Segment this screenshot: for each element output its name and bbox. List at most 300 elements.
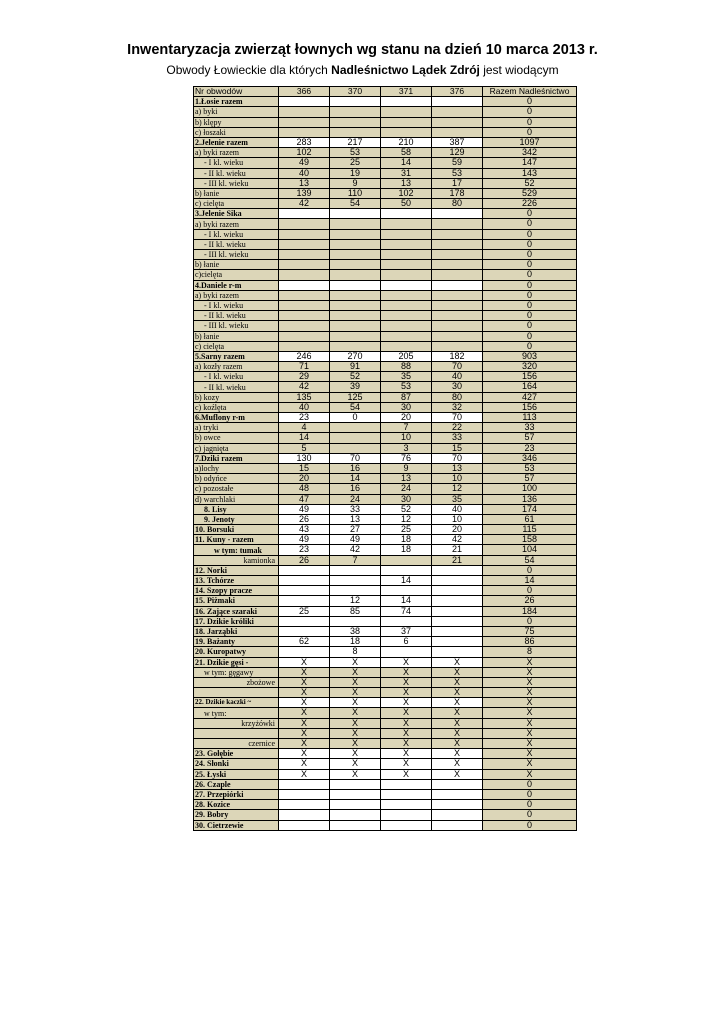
cell-district-376: 30 xyxy=(432,382,483,392)
table-row xyxy=(194,382,577,392)
cell-total: 0 xyxy=(483,127,577,137)
row-label: - I kl. wieku xyxy=(194,372,279,382)
cell-district-371 xyxy=(381,209,432,219)
table-row xyxy=(194,606,577,616)
cell-district-370 xyxy=(330,280,381,290)
cell-district-370 xyxy=(330,107,381,117)
row-label: 9. Jenoty xyxy=(194,514,279,524)
cell-district-376: 80 xyxy=(432,199,483,209)
row-label: a) byki xyxy=(194,107,279,117)
cell-district-376 xyxy=(432,229,483,239)
cell-district-371: 74 xyxy=(381,606,432,616)
cell-district-376 xyxy=(432,810,483,820)
cell-district-366 xyxy=(279,576,330,586)
cell-district-376 xyxy=(432,626,483,636)
row-label: 28. Kozice xyxy=(194,800,279,810)
cell-district-370: X xyxy=(330,677,381,687)
row-label: 29. Bobry xyxy=(194,810,279,820)
row-label: w tym: xyxy=(194,708,279,718)
cell-district-376: 17 xyxy=(432,178,483,188)
row-label: - I kl. wieku xyxy=(194,229,279,239)
cell-district-370: 33 xyxy=(330,504,381,514)
table-row xyxy=(194,586,577,596)
cell-district-376 xyxy=(432,250,483,260)
cell-district-371: X xyxy=(381,677,432,687)
row-label: - II kl. wieku xyxy=(194,382,279,392)
cell-total: 320 xyxy=(483,362,577,372)
cell-total: 75 xyxy=(483,626,577,636)
cell-district-376: X xyxy=(432,677,483,687)
cell-total: 57 xyxy=(483,474,577,484)
cell-district-366 xyxy=(279,779,330,789)
row-label: krzyżówki xyxy=(194,718,279,728)
row-label: c) pozostałe xyxy=(194,484,279,494)
cell-district-370: 38 xyxy=(330,626,381,636)
cell-district-376: 59 xyxy=(432,158,483,168)
cell-district-366 xyxy=(279,250,330,260)
cell-district-366 xyxy=(279,800,330,810)
cell-district-366: X xyxy=(279,657,330,667)
row-label: a) byki razem xyxy=(194,148,279,158)
cell-district-370: 8 xyxy=(330,647,381,657)
cell-total: X xyxy=(483,759,577,769)
row-label: b) łanie xyxy=(194,188,279,198)
cell-district-371: 102 xyxy=(381,188,432,198)
cell-district-370 xyxy=(330,229,381,239)
cell-district-376 xyxy=(432,331,483,341)
cell-district-376: 15 xyxy=(432,443,483,453)
cell-district-370: 85 xyxy=(330,606,381,616)
cell-district-370: 12 xyxy=(330,596,381,606)
cell-district-371 xyxy=(381,239,432,249)
cell-district-366 xyxy=(279,789,330,799)
row-label: czernice xyxy=(194,739,279,749)
cell-total: X xyxy=(483,688,577,698)
table-row xyxy=(194,219,577,229)
cell-district-366: 42 xyxy=(279,382,330,392)
cell-total: X xyxy=(483,657,577,667)
cell-district-366: 26 xyxy=(279,555,330,565)
cell-district-366: X xyxy=(279,708,330,718)
table-row xyxy=(194,820,577,830)
table-row xyxy=(194,525,577,535)
row-label: b) łanie xyxy=(194,260,279,270)
cell-total: 346 xyxy=(483,453,577,463)
cell-total: X xyxy=(483,698,577,708)
cell-district-376 xyxy=(432,789,483,799)
table-row xyxy=(194,178,577,188)
cell-district-366: 23 xyxy=(279,545,330,555)
cell-district-366 xyxy=(279,626,330,636)
cell-district-370 xyxy=(330,331,381,341)
cell-total: 0 xyxy=(483,290,577,300)
cell-district-370: 19 xyxy=(330,168,381,178)
cell-district-370: X xyxy=(330,688,381,698)
row-label: - II kl. wieku xyxy=(194,168,279,178)
cell-district-366: 40 xyxy=(279,168,330,178)
table-row xyxy=(194,290,577,300)
cell-district-371: 52 xyxy=(381,504,432,514)
cell-district-376: X xyxy=(432,667,483,677)
row-label: a) tryki xyxy=(194,423,279,433)
subtitle-forest-district: Nadleśnictwo Lądek Zdrój xyxy=(331,63,480,77)
cell-district-366: X xyxy=(279,667,330,677)
cell-district-376 xyxy=(432,341,483,351)
cell-district-371: 18 xyxy=(381,535,432,545)
row-label: a) byki razem xyxy=(194,290,279,300)
table-row xyxy=(194,769,577,779)
row-label: - I kl. wieku xyxy=(194,300,279,310)
cell-district-376: 129 xyxy=(432,148,483,158)
cell-district-370: 39 xyxy=(330,382,381,392)
cell-district-371: X xyxy=(381,759,432,769)
cell-district-366: 40 xyxy=(279,402,330,412)
cell-district-371: X xyxy=(381,739,432,749)
cell-total: 0 xyxy=(483,789,577,799)
cell-district-366: 25 xyxy=(279,606,330,616)
cell-district-371: 76 xyxy=(381,453,432,463)
row-label: 5.Sarny razem xyxy=(194,351,279,361)
cell-district-376: 21 xyxy=(432,555,483,565)
cell-district-366 xyxy=(279,280,330,290)
cell-district-371 xyxy=(381,779,432,789)
cell-district-371 xyxy=(381,565,432,575)
cell-district-366 xyxy=(279,311,330,321)
cell-district-376: 70 xyxy=(432,453,483,463)
cell-district-366 xyxy=(279,229,330,239)
cell-district-370 xyxy=(330,820,381,830)
cell-district-366 xyxy=(279,117,330,127)
cell-district-370: 42 xyxy=(330,545,381,555)
cell-district-376: 12 xyxy=(432,484,483,494)
cell-district-370 xyxy=(330,300,381,310)
table-row xyxy=(194,657,577,667)
cell-total: 0 xyxy=(483,107,577,117)
cell-total: 115 xyxy=(483,525,577,535)
cell-district-370: X xyxy=(330,769,381,779)
cell-district-366 xyxy=(279,270,330,280)
cell-district-366 xyxy=(279,107,330,117)
row-label: 2.Jelenie razem xyxy=(194,137,279,147)
row-label: c) jagnięta xyxy=(194,443,279,453)
header-total: Razem Nadleśnictwo xyxy=(483,87,577,97)
cell-district-370 xyxy=(330,565,381,575)
cell-district-370 xyxy=(330,209,381,219)
cell-district-371 xyxy=(381,321,432,331)
cell-district-366: 43 xyxy=(279,525,330,535)
cell-district-366: 48 xyxy=(279,484,330,494)
cell-total: 0 xyxy=(483,586,577,596)
cell-district-376 xyxy=(432,820,483,830)
cell-district-376: 33 xyxy=(432,433,483,443)
row-label: d) warchlaki xyxy=(194,494,279,504)
page-title: Inwentaryzacja zwierząt łownych wg stanu na dzień 10 marca 2013 r. xyxy=(127,42,598,58)
cell-district-371 xyxy=(381,260,432,270)
cell-total: 158 xyxy=(483,535,577,545)
row-label: 13. Tchórze xyxy=(194,576,279,586)
row-label: a)lochy xyxy=(194,463,279,473)
cell-district-371: 35 xyxy=(381,372,432,382)
cell-district-366: 15 xyxy=(279,463,330,473)
cell-district-371: 205 xyxy=(381,351,432,361)
cell-district-366 xyxy=(279,616,330,626)
cell-total: 0 xyxy=(483,341,577,351)
cell-district-376: 13 xyxy=(432,463,483,473)
cell-total: 0 xyxy=(483,280,577,290)
cell-district-371: X xyxy=(381,708,432,718)
table-row xyxy=(194,117,577,127)
cell-district-370: X xyxy=(330,708,381,718)
cell-district-376: 40 xyxy=(432,504,483,514)
table-row xyxy=(194,698,577,708)
cell-district-370: 54 xyxy=(330,402,381,412)
cell-district-376 xyxy=(432,647,483,657)
cell-district-370: 110 xyxy=(330,188,381,198)
table-row xyxy=(194,239,577,249)
cell-district-371 xyxy=(381,250,432,260)
cell-district-366: 23 xyxy=(279,413,330,423)
row-label: b) kozy xyxy=(194,392,279,402)
table-row xyxy=(194,311,577,321)
row-label: 27. Przepiórki xyxy=(194,789,279,799)
cell-total: 0 xyxy=(483,820,577,830)
cell-district-370: 49 xyxy=(330,535,381,545)
cell-district-370: 217 xyxy=(330,137,381,147)
cell-total: X xyxy=(483,739,577,749)
table-row xyxy=(194,188,577,198)
cell-district-376: 35 xyxy=(432,494,483,504)
cell-district-366: 139 xyxy=(279,188,330,198)
cell-district-371: X xyxy=(381,749,432,759)
cell-district-370 xyxy=(330,97,381,107)
row-label: 15. Piżmaki xyxy=(194,596,279,606)
table-row xyxy=(194,545,577,555)
cell-total: 0 xyxy=(483,209,577,219)
cell-district-370 xyxy=(330,219,381,229)
cell-district-371 xyxy=(381,810,432,820)
cell-district-366: X xyxy=(279,769,330,779)
cell-district-371 xyxy=(381,800,432,810)
cell-district-366 xyxy=(279,596,330,606)
row-label: b) owce xyxy=(194,433,279,443)
cell-total: 52 xyxy=(483,178,577,188)
table-row xyxy=(194,504,577,514)
table-row xyxy=(194,137,577,147)
cell-district-370: X xyxy=(330,698,381,708)
cell-total: 113 xyxy=(483,413,577,423)
cell-district-376: 10 xyxy=(432,474,483,484)
cell-district-370 xyxy=(330,779,381,789)
row-label: 4.Daniele r-m xyxy=(194,280,279,290)
table-row xyxy=(194,372,577,382)
table-row xyxy=(194,728,577,738)
cell-district-376: 70 xyxy=(432,413,483,423)
cell-total: 23 xyxy=(483,443,577,453)
cell-district-376: 178 xyxy=(432,188,483,198)
cell-district-371: 14 xyxy=(381,158,432,168)
cell-district-366 xyxy=(279,331,330,341)
cell-district-371: 88 xyxy=(381,362,432,372)
table-row xyxy=(194,708,577,718)
inventory-table xyxy=(193,86,577,831)
row-label: 11. Kuny - razem xyxy=(194,535,279,545)
cell-district-370 xyxy=(330,270,381,280)
table-row xyxy=(194,199,577,209)
cell-district-376 xyxy=(432,260,483,270)
row-label: c)cielęta xyxy=(194,270,279,280)
cell-district-371 xyxy=(381,290,432,300)
cell-district-366: X xyxy=(279,677,330,687)
cell-district-371 xyxy=(381,117,432,127)
cell-district-370 xyxy=(330,586,381,596)
cell-district-366 xyxy=(279,647,330,657)
cell-district-370 xyxy=(330,260,381,270)
row-label: 21. Dzikie gęsi - xyxy=(194,657,279,667)
cell-district-376 xyxy=(432,321,483,331)
cell-district-376: X xyxy=(432,708,483,718)
subtitle-prefix: Obwody Łowieckie dla których xyxy=(166,63,332,77)
cell-total: 164 xyxy=(483,382,577,392)
row-label: 6.Muflony r-m xyxy=(194,413,279,423)
cell-district-371: 3 xyxy=(381,443,432,453)
cell-district-370 xyxy=(330,576,381,586)
cell-total: 0 xyxy=(483,97,577,107)
cell-district-371: 9 xyxy=(381,463,432,473)
cell-district-370: X xyxy=(330,657,381,667)
row-label: kamionka xyxy=(194,555,279,565)
cell-district-366: X xyxy=(279,749,330,759)
cell-district-366: 49 xyxy=(279,504,330,514)
cell-total: 136 xyxy=(483,494,577,504)
cell-district-371: 20 xyxy=(381,413,432,423)
table-row xyxy=(194,494,577,504)
row-label: 20. Kuropatwy xyxy=(194,647,279,657)
header-district-371: 371 xyxy=(381,87,432,97)
table-row xyxy=(194,565,577,575)
table-row xyxy=(194,97,577,107)
cell-district-370: 125 xyxy=(330,392,381,402)
cell-district-376 xyxy=(432,596,483,606)
cell-district-376 xyxy=(432,576,483,586)
row-label: 10. Borsuki xyxy=(194,525,279,535)
table-row xyxy=(194,647,577,657)
table-row xyxy=(194,535,577,545)
table-row xyxy=(194,413,577,423)
cell-district-371 xyxy=(381,647,432,657)
row-label: 3.Jelenie Sika xyxy=(194,209,279,219)
cell-district-371: 31 xyxy=(381,168,432,178)
cell-district-366: 246 xyxy=(279,351,330,361)
cell-district-366 xyxy=(279,565,330,575)
cell-total: 0 xyxy=(483,219,577,229)
inventory-table-body xyxy=(194,87,577,831)
cell-district-371: 13 xyxy=(381,474,432,484)
cell-district-376 xyxy=(432,290,483,300)
cell-district-366: 71 xyxy=(279,362,330,372)
cell-district-371: 53 xyxy=(381,382,432,392)
table-row xyxy=(194,637,577,647)
table-row xyxy=(194,158,577,168)
cell-district-371: X xyxy=(381,688,432,698)
row-label: c) koźlęta xyxy=(194,402,279,412)
table-row xyxy=(194,667,577,677)
cell-district-370: 0 xyxy=(330,413,381,423)
table-row xyxy=(194,250,577,260)
cell-total: 147 xyxy=(483,158,577,168)
cell-district-370 xyxy=(330,290,381,300)
cell-district-376: X xyxy=(432,749,483,759)
cell-district-376: 80 xyxy=(432,392,483,402)
cell-district-370 xyxy=(330,616,381,626)
table-row xyxy=(194,677,577,687)
header-district-label: Nr obwodów xyxy=(194,87,279,97)
cell-district-371 xyxy=(381,229,432,239)
row-label: 16. Zające szaraki xyxy=(194,606,279,616)
table-row xyxy=(194,280,577,290)
cell-total: 0 xyxy=(483,331,577,341)
cell-district-366: X xyxy=(279,739,330,749)
table-row xyxy=(194,229,577,239)
cell-district-371: 7 xyxy=(381,423,432,433)
row-label: 23. Gołębie xyxy=(194,749,279,759)
cell-district-376 xyxy=(432,127,483,137)
cell-total: 8 xyxy=(483,647,577,657)
table-row xyxy=(194,331,577,341)
table-row xyxy=(194,555,577,565)
cell-total: 0 xyxy=(483,260,577,270)
cell-district-376: X xyxy=(432,759,483,769)
cell-district-376: 40 xyxy=(432,372,483,382)
row-label: 8. Lisy xyxy=(194,504,279,514)
cell-district-376 xyxy=(432,219,483,229)
cell-total: 226 xyxy=(483,199,577,209)
cell-district-371: X xyxy=(381,718,432,728)
cell-district-370 xyxy=(330,250,381,260)
cell-district-370 xyxy=(330,433,381,443)
table-row xyxy=(194,474,577,484)
table-row xyxy=(194,127,577,137)
cell-district-366: X xyxy=(279,688,330,698)
cell-district-371 xyxy=(381,616,432,626)
cell-district-366: X xyxy=(279,759,330,769)
cell-district-366: 29 xyxy=(279,372,330,382)
cell-district-376 xyxy=(432,270,483,280)
cell-district-370: 53 xyxy=(330,148,381,158)
cell-district-371: X xyxy=(381,667,432,677)
row-label: b) łanie xyxy=(194,331,279,341)
table-row xyxy=(194,392,577,402)
cell-district-366 xyxy=(279,290,330,300)
subtitle-suffix: jest wiodącym xyxy=(479,63,559,77)
table-row xyxy=(194,596,577,606)
cell-district-371: 25 xyxy=(381,525,432,535)
cell-district-376 xyxy=(432,565,483,575)
row-label: - II kl. wieku xyxy=(194,239,279,249)
cell-total: X xyxy=(483,718,577,728)
table-row xyxy=(194,810,577,820)
cell-district-371 xyxy=(381,311,432,321)
cell-district-366 xyxy=(279,219,330,229)
row-label: 25. Łyski xyxy=(194,769,279,779)
cell-district-370 xyxy=(330,127,381,137)
cell-district-371: 37 xyxy=(381,626,432,636)
cell-district-370: X xyxy=(330,718,381,728)
cell-district-370: 91 xyxy=(330,362,381,372)
cell-total: 0 xyxy=(483,117,577,127)
table-row xyxy=(194,514,577,524)
cell-district-371: 14 xyxy=(381,596,432,606)
header-district-376: 376 xyxy=(432,87,483,97)
